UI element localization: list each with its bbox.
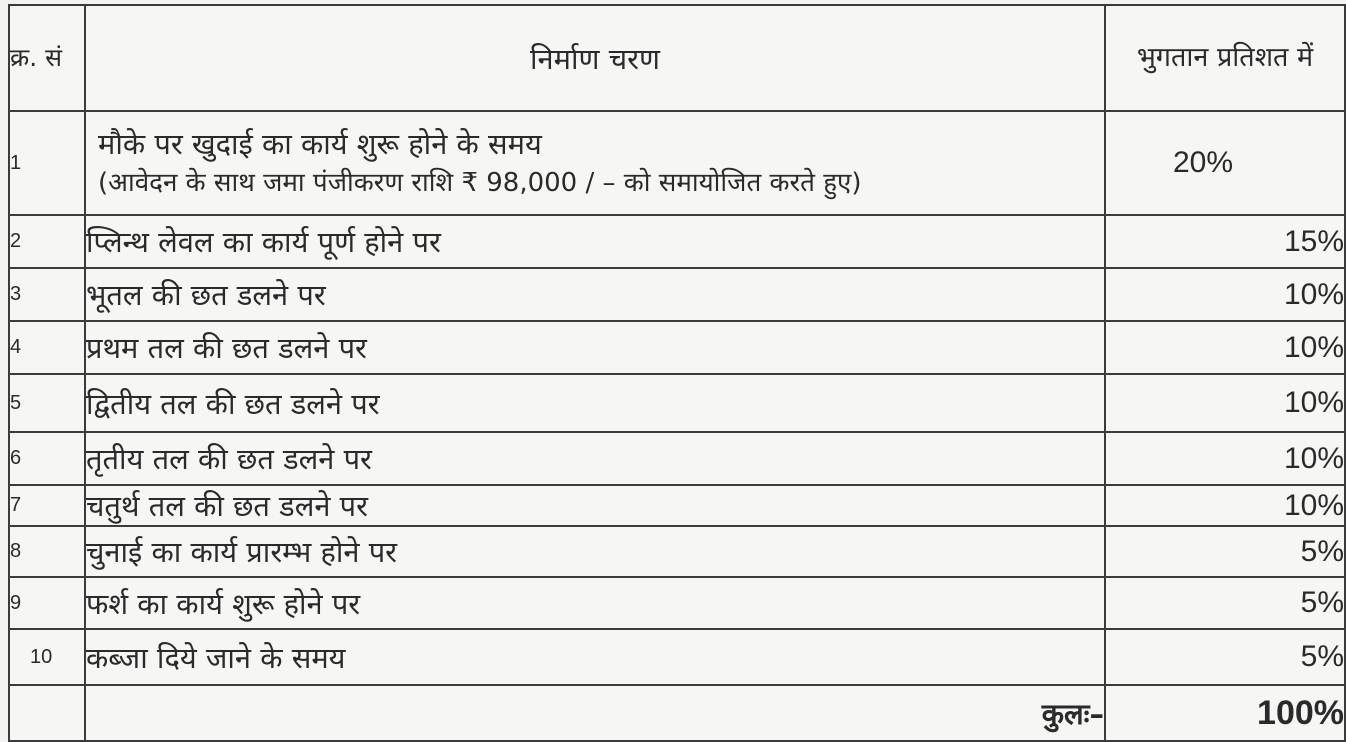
header-construction-stage: निर्माण चरण xyxy=(85,5,1105,111)
row-serial-number: 4 xyxy=(9,321,85,374)
table-row xyxy=(9,577,1345,629)
table-row xyxy=(9,526,1345,577)
row-stage: कब्जा दिये जाने के समय xyxy=(85,629,1105,685)
header-payment-percent: भुगतान प्रतिशत में xyxy=(1105,5,1345,111)
row-stage: प्लिन्थ लेवल का कार्य पूर्ण होने पर xyxy=(85,215,1105,268)
table-row xyxy=(9,215,1345,268)
row-stage: प्रथम तल की छत डलने पर xyxy=(85,321,1105,374)
row-serial-number: 8 xyxy=(9,526,85,577)
row-stage: चतुर्थ तल की छत डलने पर xyxy=(85,485,1105,526)
table-row xyxy=(9,321,1345,374)
row-percent: 10% xyxy=(1105,432,1345,485)
row-serial-number: 7 xyxy=(9,485,85,526)
table-row xyxy=(9,268,1345,321)
row-stage: मौके पर खुदाई का कार्य शुरू होने के समय xyxy=(98,127,542,162)
row-stage: फर्श का कार्य शुरू होने पर xyxy=(85,577,1105,629)
row-percent: 15% xyxy=(1105,215,1345,268)
row-percent: 5% xyxy=(1105,577,1345,629)
table-row xyxy=(9,485,1345,526)
row-percent: 10% xyxy=(1105,268,1345,321)
row-percent: 10% xyxy=(1105,374,1345,432)
header-serial-number: क्र. सं xyxy=(9,5,85,111)
row-serial-number: 6 xyxy=(9,432,85,485)
row-stage: द्वितीय तल की छत डलने पर xyxy=(85,374,1105,432)
row-serial-number: 2 xyxy=(9,215,85,268)
row-serial-number: 10 xyxy=(9,629,85,685)
row-serial-number: 1 xyxy=(9,111,85,215)
row-stage: भूतल की छत डलने पर xyxy=(85,268,1105,321)
row-stage: तृतीय तल की छत डलने पर xyxy=(85,432,1105,485)
row-serial-number: 9 xyxy=(9,577,85,629)
table-row xyxy=(9,374,1345,432)
row-percent: 10% xyxy=(1105,485,1345,526)
total-label: कुलः– xyxy=(85,685,1105,741)
table-header-row xyxy=(9,5,1345,111)
row-percent: 5% xyxy=(1105,629,1345,685)
total-row xyxy=(9,685,1345,741)
row-serial-number: 3 xyxy=(9,268,85,321)
table-row xyxy=(9,432,1345,485)
table-row xyxy=(9,111,1345,215)
total-empty-cell xyxy=(9,685,85,741)
total-value: 100% xyxy=(1105,685,1345,741)
row-percent: 20% xyxy=(1105,111,1345,215)
row-percent: 5% xyxy=(1105,526,1345,577)
row-stage-cell xyxy=(85,111,1105,215)
table-row xyxy=(9,629,1345,685)
row-percent: 10% xyxy=(1105,321,1345,374)
payment-schedule-table xyxy=(8,4,1346,742)
row-stage: चुनाई का कार्य प्रारम्भ होने पर xyxy=(85,526,1105,577)
row-stage-note: (आवेदन के साथ जमा पंजीकरण राशि ₹ 98,000 ∕ – को समायोजित करते हुए) xyxy=(98,168,862,199)
row-serial-number: 5 xyxy=(9,374,85,432)
